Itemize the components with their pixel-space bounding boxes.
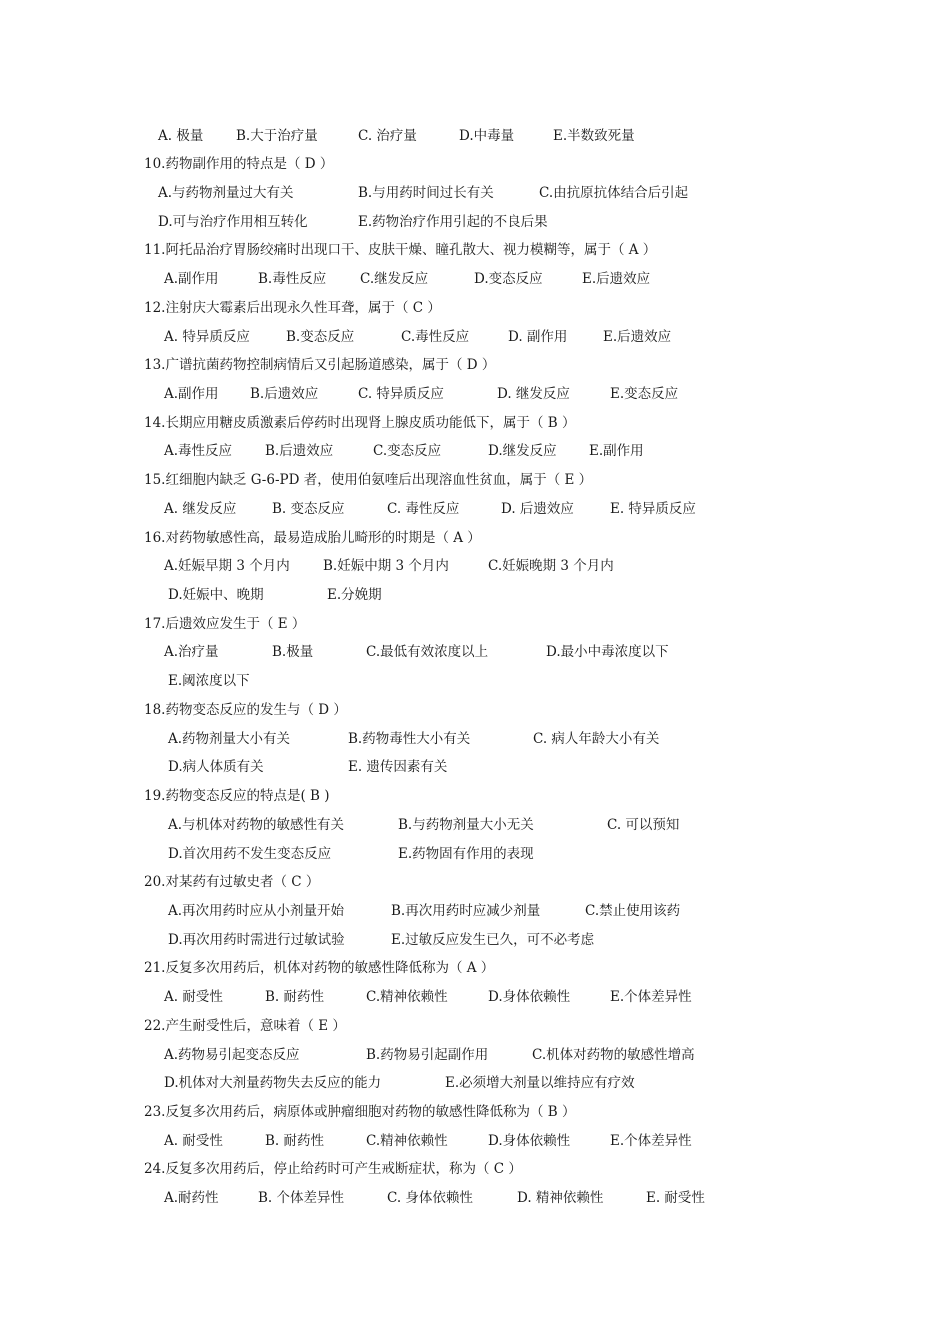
option-text: B.与药物剂量大小无关: [398, 817, 534, 833]
question-text: 10.药物副作用的特点是（ D ）: [144, 156, 334, 172]
question-text: 20.对某药有过敏史者（ C ）: [144, 874, 320, 890]
option-text: E.后遗效应: [582, 271, 651, 287]
option-text: B.与用药时间过长有关: [358, 185, 494, 201]
question-text: 12.注射庆大霉素后出现永久性耳聋，属于（ C ）: [144, 300, 441, 316]
option-text: E.必须增大剂量以维持应有疗效: [445, 1075, 635, 1091]
question-text: 17.后遗效应发生于（ E ）: [144, 616, 306, 632]
option-text: A.毒性反应: [164, 443, 233, 459]
option-text: E.过敏反应发生已久，可不必考虑: [391, 932, 595, 948]
option-text: A. 特异质反应: [164, 329, 250, 345]
option-text: C.由抗原抗体结合后引起: [539, 185, 689, 201]
question-text: 18.药物变态反应的发生与（ D ）: [144, 702, 347, 718]
question-text: 11.阿托品治疗胃肠绞痛时出现口干、皮肤干燥、瞳孔散大、视力模糊等，属于（ A ）: [144, 242, 657, 258]
option-text: D.病人体质有关: [168, 759, 264, 775]
question-text: 22.产生耐受性后，意味着（ E ）: [144, 1018, 346, 1034]
option-text: B.后遗效应: [265, 443, 334, 459]
option-text: B.大于治疗量: [236, 128, 318, 144]
option-text: D. 后遗效应: [501, 501, 574, 517]
option-text: B.极量: [272, 644, 314, 660]
option-text: A.与机体对药物的敏感性有关: [168, 817, 345, 833]
option-text: C.禁止使用该药: [585, 903, 681, 919]
option-text: E.阈浓度以下: [168, 673, 250, 689]
option-text: D.身体依赖性: [488, 1133, 571, 1149]
option-text: D.可与治疗作用相互转化: [158, 214, 308, 230]
option-text: A.副作用: [164, 271, 219, 287]
option-text: B.再次用药时应减少剂量: [391, 903, 541, 919]
option-text: E. 特异质反应: [610, 501, 696, 517]
option-text: E.半数致死量: [553, 128, 635, 144]
option-text: C.精神依赖性: [366, 989, 448, 1005]
option-text: E.个体差异性: [610, 1133, 692, 1149]
option-text: A.药物易引起变态反应: [164, 1047, 300, 1063]
option-text: A. 极量: [158, 128, 204, 144]
option-text: D.再次用药时需进行过敏试验: [168, 932, 345, 948]
question-text: 24.反复多次用药后，停止给药时可产生戒断症状，称为（ C ）: [144, 1161, 522, 1177]
option-text: E. 遗传因素有关: [348, 759, 448, 775]
question-text: 21.反复多次用药后，机体对药物的敏感性降低称为（ A ）: [144, 960, 495, 976]
option-text: C. 治疗量: [358, 128, 417, 144]
option-text: C.继发反应: [360, 271, 429, 287]
option-text: E.药物治疗作用引起的不良后果: [358, 214, 548, 230]
option-text: B.毒性反应: [258, 271, 327, 287]
question-text: 14.长期应用糖皮质激素后停药时出现肾上腺皮质功能低下，属于（ B ）: [144, 415, 576, 431]
option-text: A.治疗量: [164, 644, 219, 660]
option-text: D.妊娠中、晚期: [168, 587, 264, 603]
option-text: B.药物毒性大小有关: [348, 731, 471, 747]
option-text: C. 可以预知: [607, 817, 680, 833]
question-text: 16.对药物敏感性高，最易造成胎儿畸形的时期是（ A ）: [144, 530, 481, 546]
option-text: E.副作用: [589, 443, 644, 459]
option-text: D.中毒量: [459, 128, 515, 144]
option-text: C.精神依赖性: [366, 1133, 448, 1149]
option-text: C.最低有效浓度以上: [366, 644, 489, 660]
question-text: 15.红细胞内缺乏 G-6-PD 者，使用伯氨喹后出现溶血性贫血，属于（ E ）: [144, 472, 593, 488]
option-text: A.药物剂量大小有关: [168, 731, 291, 747]
option-text: B.药物易引起副作用: [366, 1047, 489, 1063]
option-text: A.再次用药时应从小剂量开始: [168, 903, 345, 919]
question-text: 23.反复多次用药后，病原体或肿瘤细胞对药物的敏感性降低称为（ B ）: [144, 1104, 576, 1120]
option-text: E.个体差异性: [610, 989, 692, 1005]
option-text: C.机体对药物的敏感性增高: [532, 1047, 695, 1063]
option-text: D.机体对大剂量药物失去反应的能力: [164, 1075, 382, 1091]
option-text: A.与药物剂量过大有关: [158, 185, 294, 201]
option-text: B. 变态反应: [272, 501, 345, 517]
option-text: B. 耐药性: [265, 989, 325, 1005]
option-text: B. 耐药性: [265, 1133, 325, 1149]
option-text: E.后遗效应: [603, 329, 672, 345]
option-text: A. 耐受性: [164, 1133, 223, 1149]
option-text: A. 继发反应: [164, 501, 237, 517]
option-text: A.耐药性: [164, 1190, 219, 1206]
option-text: E.变态反应: [610, 386, 679, 402]
option-text: B.变态反应: [286, 329, 355, 345]
option-text: B.后遗效应: [250, 386, 319, 402]
option-text: D.变态反应: [474, 271, 543, 287]
option-text: C. 毒性反应: [387, 501, 460, 517]
option-text: B.妊娠中期 3 个月内: [323, 558, 449, 574]
option-text: C. 身体依赖性: [387, 1190, 473, 1206]
option-text: C.毒性反应: [401, 329, 470, 345]
question-text: 13.广谱抗菌药物控制病情后又引起肠道感染，属于（ D ）: [144, 357, 496, 373]
question-text: 19.药物变态反应的特点是( B ): [144, 788, 330, 804]
option-text: C.变态反应: [373, 443, 442, 459]
option-text: E. 耐受性: [646, 1190, 705, 1206]
option-text: E.分娩期: [327, 587, 382, 603]
option-text: D. 精神依赖性: [517, 1190, 604, 1206]
option-text: E.药物固有作用的表现: [398, 846, 534, 862]
option-text: D.身体依赖性: [488, 989, 571, 1005]
option-text: D.继发反应: [488, 443, 557, 459]
option-text: C. 特异质反应: [358, 386, 444, 402]
option-text: D.首次用药不发生变态反应: [168, 846, 332, 862]
option-text: A. 耐受性: [164, 989, 223, 1005]
option-text: D.最小中毒浓度以下: [546, 644, 669, 660]
option-text: D. 继发反应: [497, 386, 570, 402]
option-text: D. 副作用: [508, 329, 568, 345]
option-text: A.副作用: [164, 386, 219, 402]
option-text: A.妊娠早期 3 个月内: [164, 558, 290, 574]
option-text: C. 病人年龄大小有关: [533, 731, 660, 747]
option-text: C.妊娠晚期 3 个月内: [488, 558, 614, 574]
option-text: B. 个体差异性: [258, 1190, 345, 1206]
